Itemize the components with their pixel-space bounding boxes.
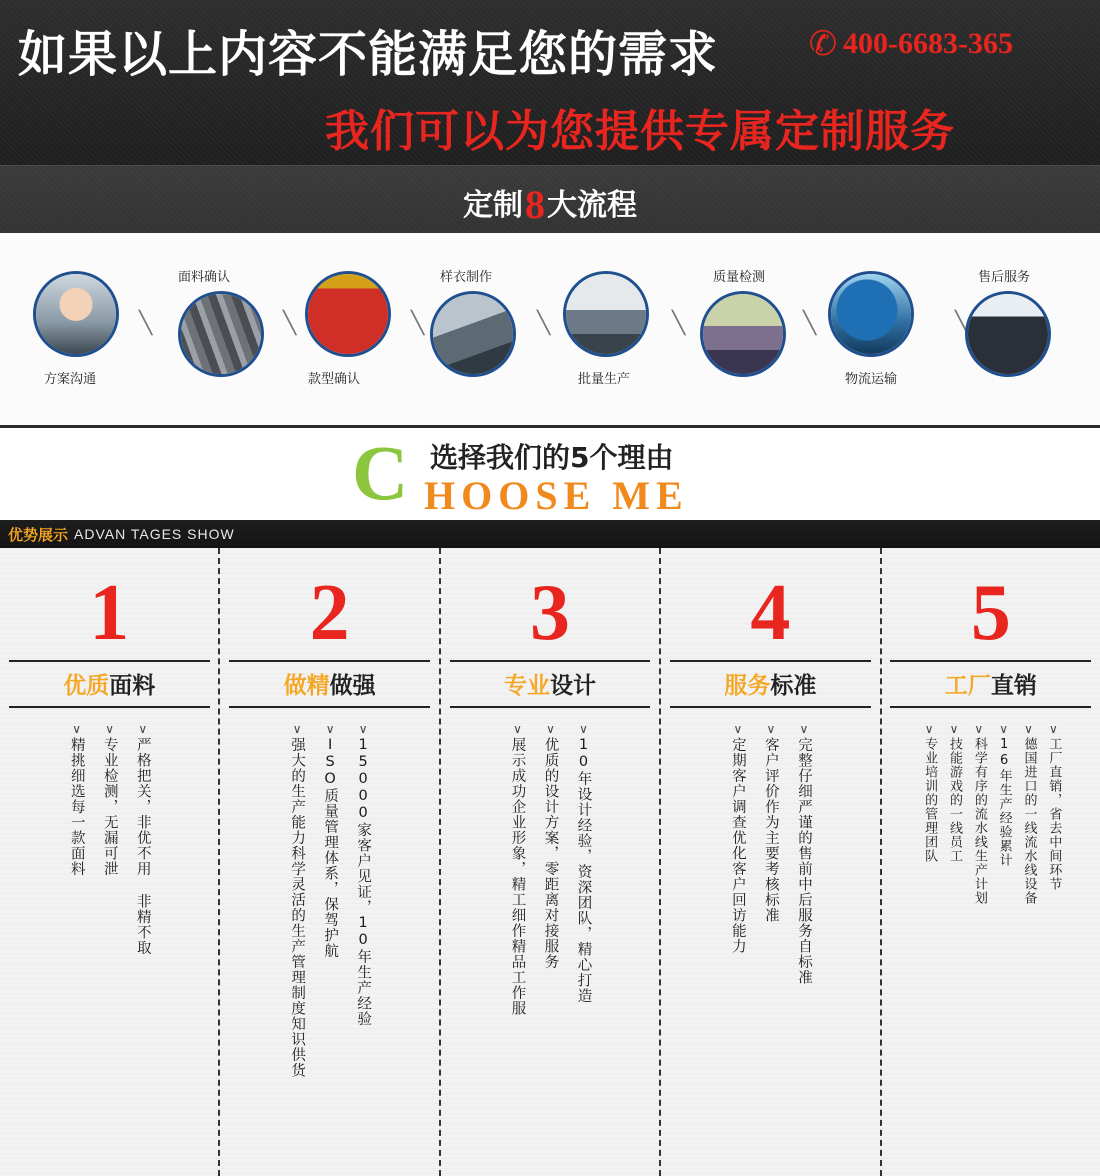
process-step-image-1 [33, 271, 119, 357]
reason-column-4 [659, 548, 879, 1176]
process-title-prefix: 定制 [463, 188, 523, 223]
reason-bullet: ∨10年设计经验，资深团队，精心打造 [575, 722, 592, 1004]
reason-bullets [882, 708, 1100, 1176]
reason-bullet: ∨优质的设计方案，零距离对接服务 [542, 722, 559, 970]
process-step-label-2: 面料确认 [178, 270, 231, 285]
advantage-bar-en: ADVAN TAGES SHOW [74, 526, 235, 542]
phone-block [805, 26, 1013, 62]
reason-column-3 [439, 548, 659, 1176]
advantage-bar-cn: 优势展示 [8, 525, 69, 544]
reason-bullet: ∨强大的生产能力科学灵活的生产管理制度知识供货 [289, 722, 306, 1078]
process-step-image-2 [178, 291, 264, 377]
reason-bullet: ∨专业检测，无漏可泄 [101, 722, 118, 877]
process-step-image-3 [305, 271, 391, 357]
process-step-label-5: 批量生产 [578, 372, 631, 387]
reason-title-right: 设计 [550, 673, 596, 699]
reason-title-left: 优质 [63, 673, 110, 699]
process-step-label-7: 物流运输 [845, 372, 898, 387]
reason-bullet: ∨精挑细选每一款面料 [68, 722, 85, 877]
process-step-label-4: 样衣制作 [440, 270, 493, 285]
phone-icon: ✆ [808, 24, 838, 64]
reason-bullet: ∨16年生产经验累计 [996, 722, 1012, 867]
reason-number: 2 [309, 569, 350, 657]
header-banner [0, 0, 1100, 165]
reason-bullet: ∨技能游戏的一线员工 [946, 722, 962, 863]
reason-title [450, 660, 651, 708]
reason-number: 3 [530, 569, 571, 657]
choose-english-title: HOOSE ME [424, 473, 689, 518]
reason-title [9, 660, 210, 708]
reason-column-1 [0, 548, 218, 1176]
reason-bullet: ∨专业培训的管理团队 [922, 722, 938, 863]
arrow-icon-4: ╲ [537, 311, 551, 336]
choose-me-section [0, 428, 1100, 520]
advantage-bar [0, 520, 1100, 548]
reason-title-right: 标准 [770, 673, 817, 699]
reason-title [890, 660, 1091, 708]
reason-bullets [0, 708, 218, 1176]
reason-number: 5 [970, 569, 1011, 657]
arrow-icon-5: ╲ [672, 311, 686, 336]
arrow-icon-3: ╲ [411, 311, 425, 336]
reasons-grid [0, 548, 1100, 1176]
reason-title [229, 660, 430, 708]
header-headline-2: 我们可以为您提供专属定制服务 [325, 106, 955, 157]
process-step-image-6 [700, 291, 786, 377]
reason-column-2 [218, 548, 438, 1176]
process-step-label-3: 款型确认 [308, 372, 361, 387]
arrow-icon-2: ╲ [283, 311, 297, 336]
reason-title-left: 工厂 [944, 673, 991, 699]
reason-bullets [661, 708, 879, 1176]
process-step-image-8 [965, 291, 1051, 377]
reason-bullets [220, 708, 438, 1176]
process-title-bar [0, 165, 1100, 233]
reason-bullet: ∨展示成功企业形象，精工细作精品工作服 [509, 722, 526, 1016]
process-title-number: 8 [525, 182, 545, 227]
arrow-icon-7: ╲ [955, 311, 969, 336]
reason-bullet: ∨科学有序的流水线生产计划 [971, 722, 987, 905]
arrow-icon-1: ╲ [139, 311, 153, 336]
process-step-image-7 [828, 271, 914, 357]
header-headline-1: 如果以上内容不能满足您的需求 [18, 26, 719, 83]
reason-title-right: 做强 [329, 673, 376, 699]
choose-chinese-title: 选择我们的5个理由 [430, 441, 674, 474]
reason-bullet: ∨德国进口的一线流水线设备 [1021, 722, 1037, 905]
reason-title [670, 660, 871, 708]
reason-column-5 [880, 548, 1100, 1176]
phone-number: 400-6683-365 [843, 27, 1013, 60]
process-step-image-5 [563, 271, 649, 357]
reason-title-left: 专业 [504, 673, 550, 699]
process-strip [0, 233, 1100, 428]
reason-bullet: ∨客户评价作为主要考核标准 [762, 722, 779, 923]
process-step-label-1: 方案沟通 [44, 372, 97, 387]
reason-bullet: ∨完整仔细严谨的售前中后服务自标准 [795, 722, 812, 985]
process-step-image-4 [430, 291, 516, 377]
reason-number: 1 [89, 569, 130, 657]
process-title-suffix: 大流程 [547, 188, 637, 223]
arrow-icon-6: ╲ [803, 311, 817, 336]
reason-title-right: 直销 [990, 673, 1037, 699]
reason-number: 4 [750, 569, 791, 657]
process-step-label-6: 质量检测 [713, 270, 766, 285]
reason-bullet: ∨定期客户调查优化客户回访能力 [729, 722, 746, 954]
process-title [0, 180, 1100, 228]
reason-bullet: ∨工厂直销，省去中间环节 [1046, 722, 1062, 891]
reason-bullet: ∨15000家客户见证，10年生产经验 [355, 722, 372, 1027]
reason-title-right: 面料 [109, 673, 156, 699]
reason-bullet: ∨严格把关，非优不用 非精不取 [134, 722, 151, 956]
reason-title-left: 做精 [283, 673, 330, 699]
reason-bullet: ∨ISO质量管理体系，保驾护航 [322, 722, 339, 959]
reason-bullets [441, 708, 659, 1176]
reason-title-left: 服务 [724, 673, 771, 699]
process-step-label-8: 售后服务 [978, 270, 1031, 285]
choose-big-letter: C [352, 429, 409, 516]
